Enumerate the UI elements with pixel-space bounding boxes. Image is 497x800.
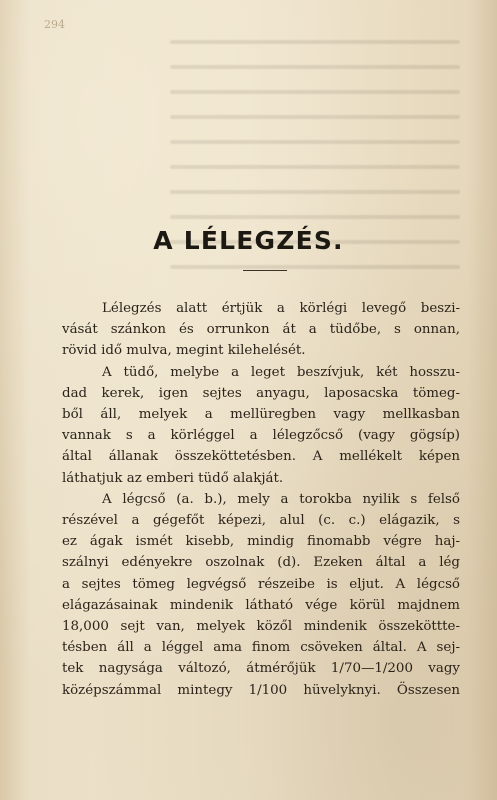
page-number: 294: [44, 18, 65, 31]
text-line: a sejtes tömeg legvégső részeibe is eljut. A légcső: [62, 576, 460, 592]
text-line: rövid idő mulva, megint kilehelését.: [62, 343, 306, 359]
chapter-title: A LÉLEGZÉS.: [153, 226, 344, 255]
text-line: elágazásainak mindenik látható vége körül majdnem: [62, 597, 460, 613]
text-line: középszámmal mintegy 1/100 hüvelyknyi. Összesen: [62, 682, 460, 698]
paragraph-2: [62, 362, 460, 489]
paragraph-3: [62, 489, 460, 701]
text-line: A légcső (a. b.), mely a torokba nyilik s felső: [102, 491, 460, 507]
text-line: szálnyi edényekre oszolnak (d). Ezeken által a lég: [62, 555, 460, 571]
title-divider: [243, 270, 287, 271]
text-line: tek nagysága változó, átmérőjük 1/70—1/200 vagy: [62, 661, 460, 677]
text-line: ez ágak ismét kisebb, mindig finomabb végre haj-: [62, 534, 460, 550]
text-line: láthatjuk az emberi tüdő alakját.: [62, 470, 284, 486]
text-line: 18,000 sejt van, melyek közől mindenik összeköttte-: [62, 619, 460, 635]
text-line: Lélegzés alatt értjük a körlégi levegő beszi-: [102, 301, 460, 316]
text-line: ből áll, melyek a mellüregben vagy mellkasban: [62, 407, 460, 423]
body-text: [62, 298, 460, 701]
text-line: vását szánkon és orrunkon át a tüdőbe, s onnan,: [62, 322, 460, 338]
paragraph-1: [62, 298, 460, 362]
text-line: A tüdő, melybe a leget beszívjuk, két hosszu-: [102, 364, 460, 380]
text-line: részével a gégefőt képezi, alul (c. c.) elágazik, s: [62, 513, 460, 529]
text-line: által állanak összeköttetésben. A mellékelt képen: [62, 449, 460, 465]
text-line: dad kerek, igen sejtes anyagu, laposacska tömeg-: [62, 385, 460, 401]
text-line: tésben áll a léggel ama finom csöveken által. A sej-: [62, 640, 460, 656]
text-line: vannak s a körléggel a lélegzőcső (vagy gögsíp): [62, 428, 460, 444]
